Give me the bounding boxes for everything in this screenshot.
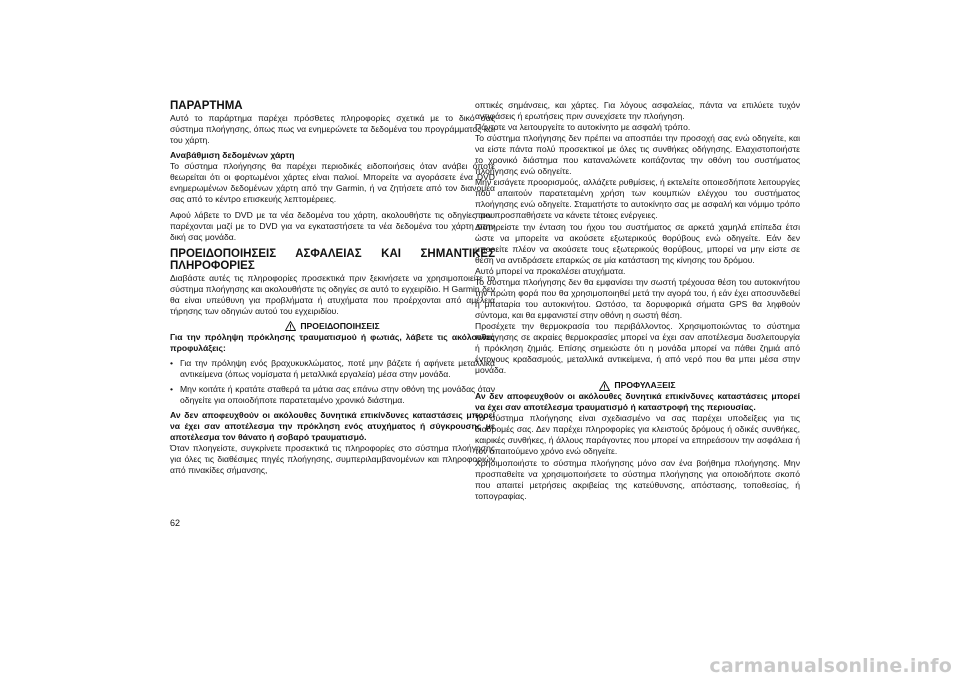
list-item: • Για την πρόληψη ενός βραχυκυκλώματος, ποτέ μην βάζετε ή αφήνετε μεταλλικά αντικείμενα (όπως νομίσματα ή μεταλλικά εργαλεία) μέσα στην μονάδα. xyxy=(170,358,495,380)
caution-header xyxy=(475,380,800,391)
right-paragraph-9: Το σύστημα πλοήγησης είναι σχεδιασμένο να σας παρέχει υποδείξεις για τις διαδρομές σας. Δεν παρέχει πληροφορίες για κλειστούς δρόμους ή οδικές συνθήκες, καιρικές συνθήκες, ή άλλους παράγοντες που μπορεί να επηρεάσουν την ασφάλεια ή τον απαιτούμενο χρόνο ενώ οδηγείτε. xyxy=(475,413,800,457)
warnings-intro: Για την πρόληψη πρόκλησης τραυματισμού ή φωτιάς, λάβετε τις ακόλουθες προφυλάξεις: xyxy=(170,331,495,353)
accident-warning: Αν δεν αποφευχθούν οι ακόλουθες δυνητικά επικίνδυνες καταστάσεις μπορεί να έχει σαν αποτέλεσμα την πρόκληση ενός ατυχήματος ή σύγκρουσης με αποτέλεσμα τον θάνατο ή σοβαρό τραυματισμό. xyxy=(170,410,495,443)
appendix-title: ΠΑΡΑΡΤΗΜΑ xyxy=(170,100,243,112)
left-column xyxy=(170,100,495,476)
caution-label: ΠΡΟΦΥΛΑΞΕΙΣ xyxy=(614,380,676,391)
safety-intro: Διαβάστε αυτές τις πληροφορίες προσεκτικά πριν ξεκινήσετε να χρησιμοποιείτε το σύστημα πλοήγησης και ακολουθήστε τις οδηγίες σε αυτό το εγχειρίδιο. Η Garmin δεν θα είναι υπεύθυνη για προβλήματα ή ατυχήματα που προέρχονται από αμέλεια τήρησης των οδηγιών αυτού του εγχειριδίου. xyxy=(170,272,495,316)
right-paragraph-8: Προσέχετε την θερμοκρασία του περιβάλλοντος. Χρησιμοποιώντας το σύστημα πλοήγησης σε ακραίες θερμοκρασίες μπορεί να έχει σαν αποτέλεσμα δυσλειτουργία ή πρόκληση ζημιάς. Επίσης σημειώστε ότι η μονάδα μπορεί να πάθει ζημιά από έντονους κραδασμούς, μεταλλικά αντικείμενα, ή από νερό που θα μπει μέσα στην μονάδα. xyxy=(475,320,800,376)
right-paragraph-7: Το σύστημα πλοήγησης δεν θα εμφανίσει την σωστή τρέχουσα θέση του αυτοκινήτου την πρώτη φορά που θα χρησιμοποιηθεί μετά την αγορά του, ή εάν έχει αποσυνδεθεί η μπαταρία του αυτοκινήτου. Ωστόσο, τα δορυφορικά σήματα GPS θα ληφθούν σύντομα, και θα εμφανιστεί στην οθόνη η σωστή θέση. xyxy=(475,276,800,320)
warnings-list xyxy=(170,358,495,406)
right-paragraph-3: Το σύστημα πλοήγησης δεν πρέπει να αποσπάει την προσοχή σας ενώ οδηγείτε, και να είστε πάντα πολύ προσεκτικοί με όλες τις συνθήκες οδήγησης. Ελαχιστοποιήστε το χρονικό διάστημα που καταναλώνετε κοιτάζοντας την οθόνη του συστήματος πλοήγησης ενώ οδηγείτε. xyxy=(475,133,800,177)
list-item: • Μην κοιτάτε ή κρατάτε σταθερά τα μάτια σας επάνω στην οθόνη της μονάδας όταν οδηγείτε για οποιοδήποτε παρατεταμένο χρονικό διάστημα. xyxy=(170,384,495,406)
warnings-label: ΠΡΟΕΙΔΟΠΟΙΗΣΕΙΣ xyxy=(300,320,380,331)
page-number: 62 xyxy=(170,518,181,528)
warnings-header xyxy=(170,321,495,332)
warning-triangle-icon xyxy=(285,321,296,331)
right-column xyxy=(475,100,800,502)
caution-intro: Αν δεν αποφευχθούν οι ακόλουθες δυνητικά επικίνδυνες καταστάσεις μπορεί να έχει σαν αποτέλεσμα τραυματισμό ή καταστροφή της περιουσίας. xyxy=(475,391,800,413)
right-paragraph-5: Διατηρείστε την ένταση του ήχου του συστήματος σε αρκετά χαμηλά επίπεδα έτσι ώστε να μπορείτε να ακούσετε εξωτερικούς θορύβους ενώ οδηγείτε. Εάν δεν μπορείτε πλέον να ακούσετε τους εξωτερικούς θορύβους, μπορεί να μην είστε σε θέση να αντιδράσετε επαρκώς σε μία κατάσταση της κίνησης του δρόμου. xyxy=(475,221,800,265)
navigation-compare-paragraph: Όταν πλοηγείστε, συγκρίνετε προσεκτικά τις πληροφορίες στο σύστημα πλοήγησης για όλες τις διαθέσιμες πηγές πλοήγησης, συμπεριλαμβανομένων και πληροφοριών από πινακίδες σήμανσης, xyxy=(170,443,495,476)
appendix-text: Αυτό το παράρτημα παρέχει πρόσθετες πληροφορίες σχετικά με το δικό σας σύστημα πλοήγησης, όπως πως να ενημερώνετε τα δεδομένα του προγράμματος και του χάρτη. xyxy=(170,113,495,146)
right-paragraph-10: Χρησιμοποιήστε το σύστημα πλοήγησης μόνο σαν ένα βοήθημα πλοήγησης. Μην προσπαθείτε να χρησιμοποιήσετε το σύστημα πλοήγησης για οποιοδήποτε σκοπό που απαιτεί μετρήσεις ακριβείας της κατεύθυνσης, απόστασης, τοποθεσίας, ή τοπογραφίας. xyxy=(475,457,800,501)
map-update-paragraph-2: Αφού λάβετε το DVD με τα νέα δεδομένα του χάρτη, ακολουθήστε τις οδηγίες που παρέχονται μαζί με το DVD για να εγκαταστήσετε τα νέα δεδομένα του χάρτη στην δική σας μονάδα. xyxy=(170,210,495,243)
right-paragraph-6: Αυτό μπορεί να προκαλέσει ατυχήματα. xyxy=(475,265,626,276)
right-paragraph-2: Πάντοτε να λειτουργείτε το αυτοκίνητο με ασφαλή τρόπο. xyxy=(475,122,691,133)
map-update-paragraph-1: Το σύστημα πλοήγησης θα παρέχει περιοδικές ειδοποιήσεις όταν ανάβει όποτε θεωρείται ότι οι φορτωμένοι χάρτες είναι παλιοί. Μπορείτε να αγοράσετε ένα DVD ενημερωμένων δεδομένων χάρτη από την Garmin, ή να ζητήσετε από τον διανομέα σας από το κέντρο επισκευής λεπτομέρειες. xyxy=(170,161,495,205)
right-paragraph-1: οπτικές σημάνσεις, και χάρτες. Για λόγους ασφαλείας, πάντα να επιλύετε τυχόν αντιφάσεις ή ερωτήσεις πριν συνεχίσετε την πλοήγηση. xyxy=(475,100,800,122)
map-update-heading: Αναβάθμιση δεδομένων χάρτη xyxy=(170,150,295,161)
warning-triangle-icon xyxy=(599,381,610,391)
safety-heading: ΠΡΟΕΙΔΟΠΟΙΗΣΕΙΣ ΑΣΦΑΛΕΙΑΣ ΚΑΙ ΣΗΜΑΝΤΙΚΕΣ ΠΛΗΡΟΦΟΡΙΕΣ xyxy=(170,247,495,273)
watermark: carmanualsonline.info xyxy=(709,655,952,677)
right-paragraph-4: Μην εισάγετε προορισμούς, αλλάζετε ρυθμίσεις, ή εκτελείτε οποιεσδήποτε λειτουργίες που απαιτούν παρατεταμένη χρήση των κουμπιών ελέγχου του συστήματος πλοήγησης ενώ οδηγείτε. Σταματήστε το αυτοκίνητο σας με ασφαλή και νόμιμο τρόπο πριν προσπαθήσετε να κάνετε τέτοιες ενέργειες. xyxy=(475,177,800,221)
